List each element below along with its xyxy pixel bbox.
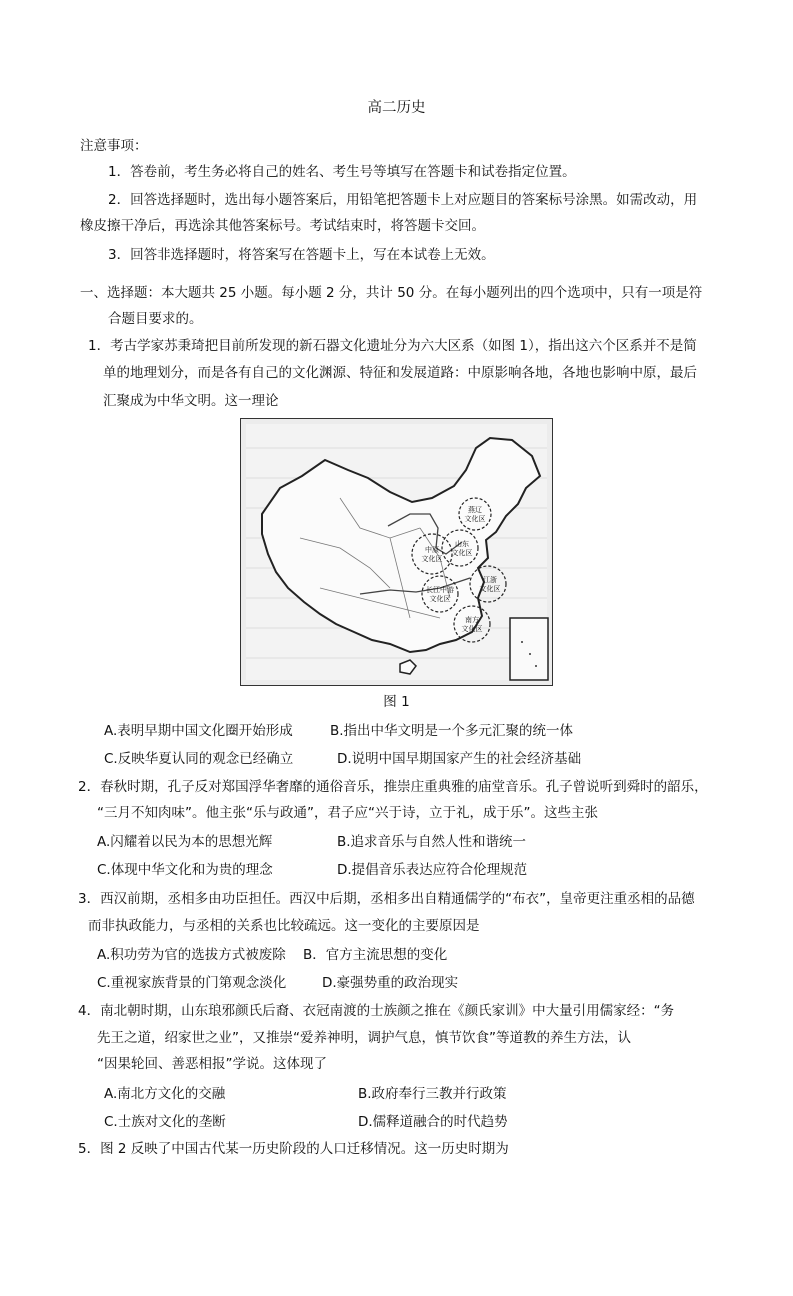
q3-option-a: A.积功劳为官的选拔方式被废除 [97, 947, 286, 963]
q1-option-b: B.指出中华文明是一个多元汇聚的统一体 [330, 723, 574, 739]
q1-option-d: D.说明中国早期国家产生的社会经济基础 [337, 751, 582, 767]
nanfang-label-1: 南方 [465, 616, 479, 624]
q4-stem-line-2: 先王之道，绍家世之业”，又推崇“爱养神明，调护气息，慎节饮食”等道教的养生方法，认 [97, 1030, 631, 1046]
figure-1-caption: 图 1 [383, 694, 410, 710]
q4-option-b: B.政府奉行三教并行政策 [358, 1086, 507, 1102]
q4-option-d: D.儒释道融合的时代趋势 [358, 1114, 508, 1130]
q4-option-c: C.士族对文化的垄断 [104, 1114, 226, 1130]
q4-stem-line-3: “因果轮回、善恶相报”学说。这体现了 [97, 1056, 327, 1072]
q1-option-c: C.反映华夏认同的观念已经确立 [104, 751, 294, 767]
page-title: 高二历史 [367, 100, 426, 116]
q3-option-b: B．官方主流思想的变化 [303, 947, 448, 963]
zhongyuan-label-2: 文化区 [421, 555, 443, 563]
section-heading: 一、选择题：本大题共 25 小题。每小题 2 分，共计 50 分。在每小题列出的四个选项中，只有一项是符 [80, 285, 703, 301]
nanfang-label-2: 文化区 [461, 625, 483, 633]
q1-stem-line-3: 汇聚成为中华文明。这一理论 [103, 393, 279, 409]
changjiang-label-2: 文化区 [429, 595, 451, 603]
yanliao-label-1: 燕辽 [468, 506, 482, 514]
q2-stem-line-1: 2．春秋时期，孔子反对郑国浮华奢靡的通俗音乐，推崇庄重典雅的庙堂音乐。孔子曾说听到舜时的韶乐， [78, 779, 708, 795]
jiangzhe-label-1: 江浙 [483, 576, 497, 584]
figure-1-map [240, 418, 553, 686]
section-heading-cont: 合题目要求的。 [108, 311, 203, 327]
notice-item-2: 2．回答选择题时，选出每小题答案后，用铅笔把答题卡上对应题目的答案标号涂黑。如需改动，用 [108, 192, 698, 208]
shandong-label-2: 文化区 [451, 549, 473, 557]
changjiang-label-1: 长江中游 [426, 586, 454, 594]
notice-item-3: 3．回答非选择题时，将答案写在答题卡上，写在本试卷上无效。 [108, 247, 495, 263]
q4-option-a: A.南北方文化的交融 [104, 1086, 226, 1102]
q4-stem-line-1: 4．南北朝时期，山东琅邪颜氏后裔、衣冠南渡的士族颜之推在《颜氏家训》中大量引用儒家经：“务 [78, 1003, 675, 1019]
zhongyuan-label-1: 中原 [425, 546, 439, 554]
shandong-label-1: 山东 [455, 540, 469, 548]
yanliao-label-2: 文化区 [464, 515, 486, 523]
q2-option-b: B.追求音乐与自然人性和谐统一 [337, 834, 527, 850]
q2-stem-line-2: “三月不知肉味”。他主张“乐与政通”，君子应“兴于诗，立于礼，成于乐”。这些主张 [97, 805, 598, 821]
q2-option-a: A.闪耀着以民为本的思想光辉 [97, 834, 273, 850]
jiangzhe-label-2: 文化区 [479, 585, 501, 593]
notice-item-1: 1．答卷前，考生务必将自己的姓名、考生号等填写在答题卡和试卷指定位置。 [108, 164, 576, 180]
q1-stem-line-1: 1．考古学家苏秉琦把目前所发现的新石器文化遗址分为六大区系（如图 1），指出这六个区系并不是简 [88, 338, 697, 354]
notice-item-2-cont: 橡皮擦干净后，再选涂其他答案标号。考试结束时，将答题卡交回。 [80, 218, 485, 234]
q3-option-d: D.豪强势重的政治现实 [322, 975, 459, 991]
q1-stem-line-2: 单的地理划分，而是各有自己的文化渊源、特征和发展道路：中原影响各地，各地也影响中原，最后 [103, 365, 697, 381]
q2-option-d: D.提倡音乐表达应符合伦理规范 [337, 862, 528, 878]
q3-option-c: C.重视家族背景的门第观念淡化 [97, 975, 287, 991]
q2-option-c: C.体现中华文化和为贵的理念 [97, 862, 273, 878]
china-map-image [240, 418, 553, 686]
q3-stem-line-2: 而非执政能力，与丞相的关系也比较疏远。这一变化的主要原因是 [88, 918, 480, 934]
notice-heading: 注意事项： [80, 138, 148, 154]
q5-stem-line-1: 5．图 2 反映了中国古代某一历史阶段的人口迁移情况。这一历史时期为 [78, 1141, 509, 1157]
q1-option-a: A.表明早期中国文化圈开始形成 [104, 723, 293, 739]
q3-stem-line-1: 3．西汉前期，丞相多由功臣担任。西汉中后期，丞相多出自精通儒学的“布衣”，皇帝更注重丞相的品德 [78, 891, 695, 907]
